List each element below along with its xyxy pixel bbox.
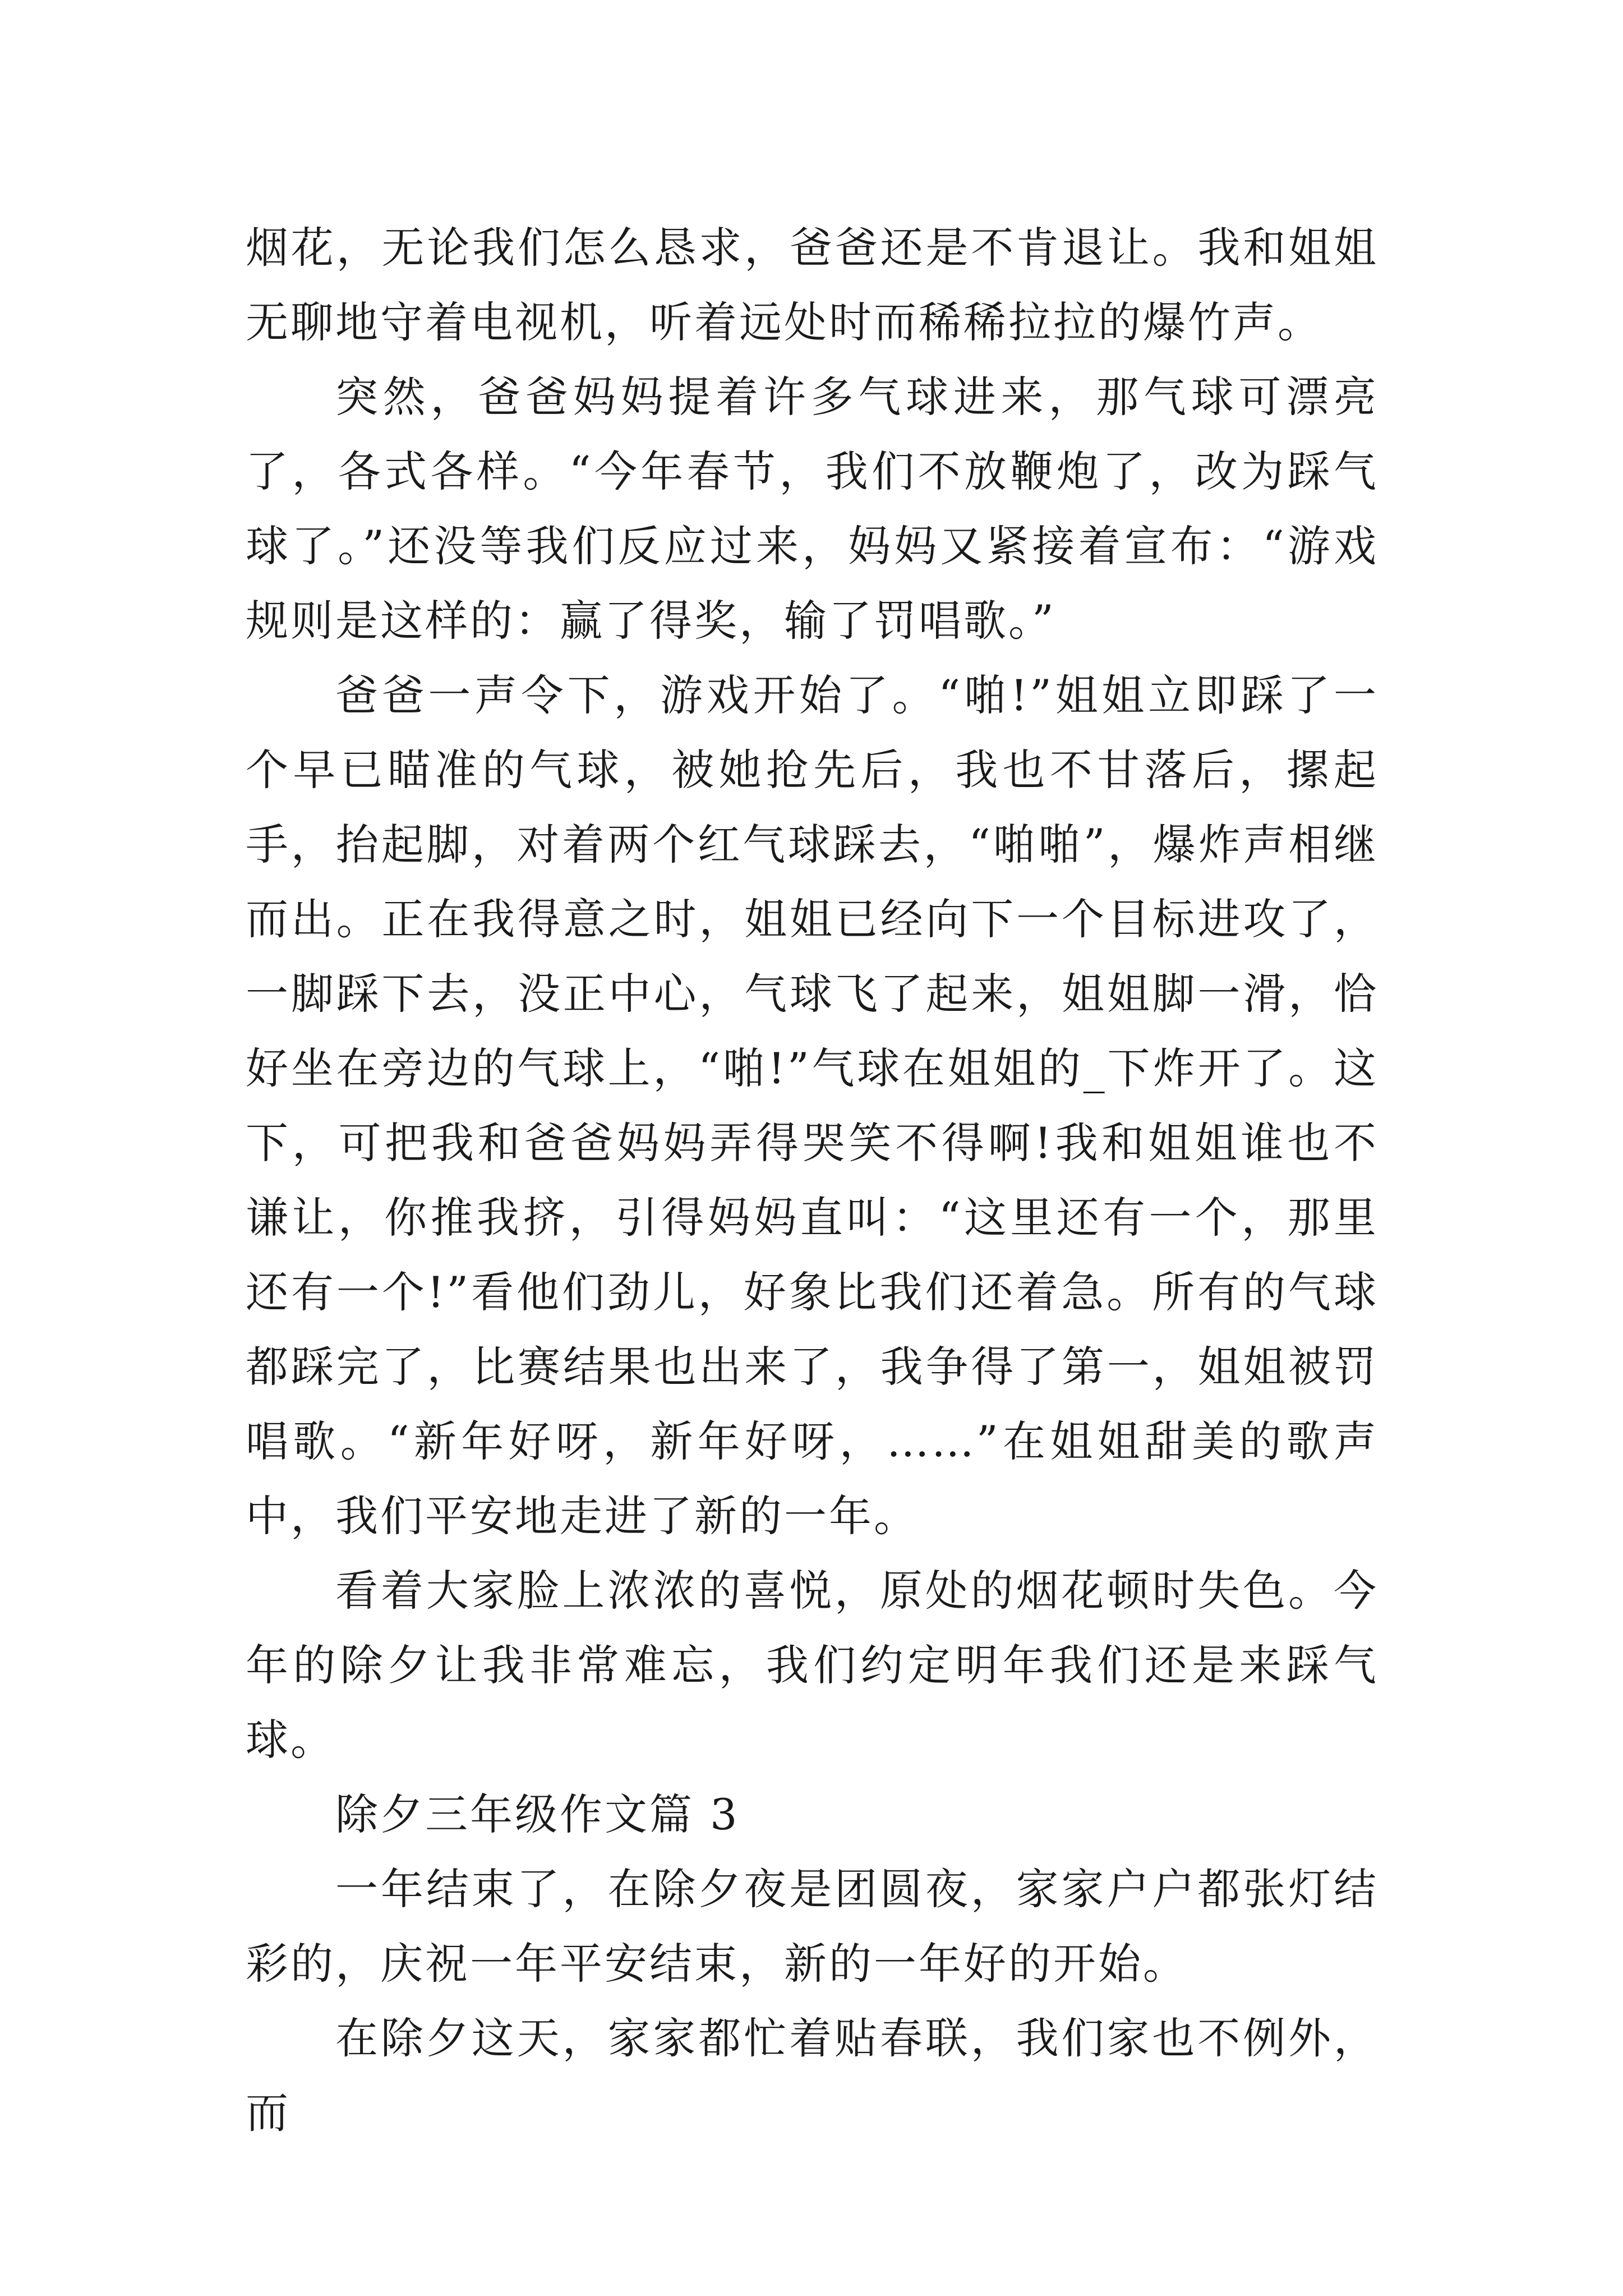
paragraph-1: 烟花，无论我们怎么恳求，爸爸还是不肯退让。我和姐姐无聊地守着电视机，听着远处时而稀稀拉拉的爆竹声。 [246, 223, 1378, 347]
paragraph-5: 一年结束了，在除夕夜是团圆夜，家家户户都张灯结彩的，庆祝一年平安结束，新的一年好的开始。 [246, 1864, 1378, 1989]
paragraph-2: 突然，爸爸妈妈提着许多气球进来，那气球可漂亮了，各式各样。“今年春节，我们不放鞭炮了，改为踩气球了。”还没等我们反应过来，妈妈又紧接着宣布：“游戏规则是这样的：赢了得奖，输了罚唱歌。” [246, 372, 1378, 646]
section-heading: 除夕三年级作文篇 3 [335, 1789, 740, 1839]
essay-body [246, 210, 1378, 2150]
paragraph-3: 爸爸一声令下，游戏开始了。“啪!”姐姐立即踩了一个早已瞄准的气球，被她抢先后，我也不甘落后，摞起手，抬起脚，对着两个红气球踩去，“啪啪”，爆炸声相继而出。正在我得意之时，姐姐已经向下一个目标进攻了，一脚踩下去，没正中心，气球飞了起来，姐姐脚一滑，恰好坐在旁边的气球上，“啪!”气球在姐姐的_下炸开了。这下，可把我和爸爸妈妈弄得哭笑不得啊!我和姐姐谁也不谦让，你推我挤，引得妈妈直叫：“这里还有一个，那里还有一个!”看他们劲儿，好象比我们还着急。所有的气球都踩完了，比赛结果也出来了，我争得了第一，姐姐被罚唱歌。“新年好呀，新年好呀，……”在姐姐甜美的歌声中，我们平安地走进了新的一年。 [246, 670, 1378, 1541]
paragraph-6: 在除夕这天，家家都忙着贴春联，我们家也不例外，而 [246, 2013, 1378, 2138]
paragraph-4: 看着大家脸上浓浓的喜悦，原处的烟花顿时失色。今年的除夕让我非常难忘，我们约定明年我们还是来踩气球。 [246, 1566, 1378, 1765]
